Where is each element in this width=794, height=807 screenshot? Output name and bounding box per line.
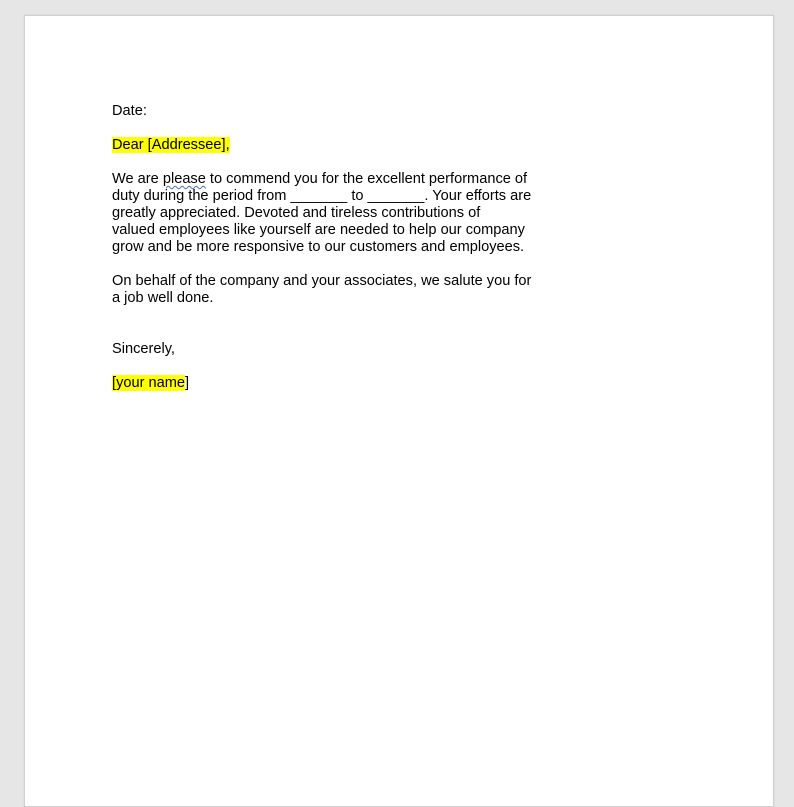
salutation-placeholder: Dear [Addressee], [112, 137, 230, 153]
text-run: to commend you for the excellent performance of [205, 171, 528, 187]
closing-text: Sincerely, [112, 341, 175, 357]
spacer [112, 307, 552, 341]
signature-close-bracket: ] [185, 375, 190, 391]
signature-open-bracket: [ [112, 375, 117, 391]
text-run: We are [112, 171, 163, 187]
paragraph-line: On behalf of the company and your associates, we salute you for [112, 273, 532, 289]
spacer [112, 120, 552, 137]
paragraph-line: valued employees like yourself are needed to help our company [112, 222, 525, 238]
date-label: Date: [112, 103, 147, 119]
salute-paragraph [112, 273, 552, 307]
spacer [112, 358, 552, 375]
paragraph-line: duty during the period from _______ to _______. Your efforts are [112, 188, 532, 204]
paragraph-line: a job well done. [112, 290, 214, 306]
spacer [112, 256, 552, 273]
signature-placeholder: your name [116, 375, 186, 391]
spacer [112, 154, 552, 171]
salutation-line [112, 137, 552, 154]
paragraph-line: greatly appreciated. Devoted and tireless contributions of [112, 205, 481, 221]
date-line [112, 103, 552, 120]
spellcheck-flagged-word[interactable]: please [162, 171, 206, 187]
commendation-paragraph [112, 171, 552, 256]
letter-body[interactable] [112, 103, 552, 392]
closing-line [112, 341, 552, 358]
paragraph-line: grow and be more responsive to our customers and employees. [112, 239, 525, 255]
paragraph-line [112, 171, 552, 188]
signature-line [112, 375, 552, 392]
document-page[interactable] [24, 15, 774, 807]
